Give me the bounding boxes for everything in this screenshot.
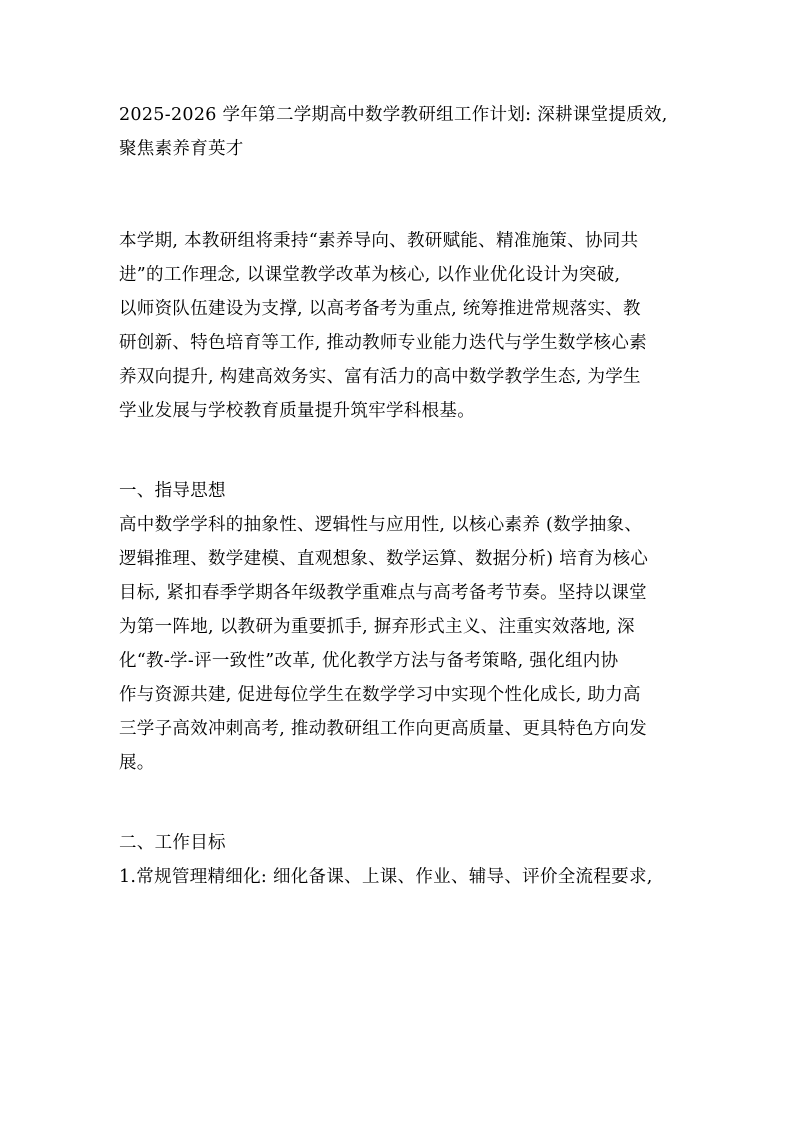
intro-line: 学业发展与学校教育质量提升筑牢学科根基。 <box>119 401 475 421</box>
section-line: 高中数学学科的抽象性、逻辑性与应用性, 以核心素养 (数学抽象、 <box>119 515 643 535</box>
title-line-1: 2025-2026 学年第二学期高中数学教研组工作计划: 深耕课堂提质效, <box>119 105 668 125</box>
section-line: 1.常规管理精细化: 细化备课、上课、作业、辅导、评价全流程要求, <box>119 867 653 887</box>
section-line: 逻辑推理、数学建模、直观想象、数学运算、数据分析) 培育为核心 <box>119 549 649 569</box>
title-line-2: 聚焦素养育英才 <box>119 139 244 159</box>
section-line: 目标, 紧扣春季学期各年级教学重难点与高考备考节奏。坚持以课堂 <box>119 583 647 603</box>
intro-line: 进”的工作理念, 以课堂教学改革为核心, 以作业优化设计为突破, <box>119 265 621 285</box>
intro-paragraph <box>119 224 679 428</box>
document-title <box>119 98 679 166</box>
intro-line: 研创新、特色培育等工作, 推动教师专业能力迭代与学生数学核心素 <box>119 333 647 353</box>
document-page <box>119 98 679 894</box>
intro-line: 养双向提升, 构建高效务实、富有活力的高中数学教学生态, 为学生 <box>119 367 641 387</box>
section-heading: 二、工作目标 <box>119 833 226 853</box>
section-line: 化“教-学-评一致性”改革, 优化教学方法与备考策略, 强化组内协 <box>119 651 619 671</box>
section-heading: 一、指导思想 <box>119 481 226 501</box>
section-line: 展。 <box>119 753 155 773</box>
section-line: 三学子高效冲刺高考, 推动教研组工作向更高质量、更具特色方向发 <box>119 719 647 739</box>
section-work-goals <box>119 826 679 894</box>
intro-line: 以师资队伍建设为支撑, 以高考备考为重点, 统筹推进常规落实、教 <box>119 299 641 319</box>
section-guiding-ideology <box>119 474 679 780</box>
intro-line: 本学期, 本教研组将秉持“素养导向、教研赋能、精准施策、协同共 <box>119 231 639 251</box>
section-line: 作与资源共建, 促进每位学生在数学学习中实现个性化成长, 助力高 <box>119 685 641 705</box>
section-line: 为第一阵地, 以教研为重要抓手, 摒弃形式主义、注重实效落地, 深 <box>119 617 635 637</box>
